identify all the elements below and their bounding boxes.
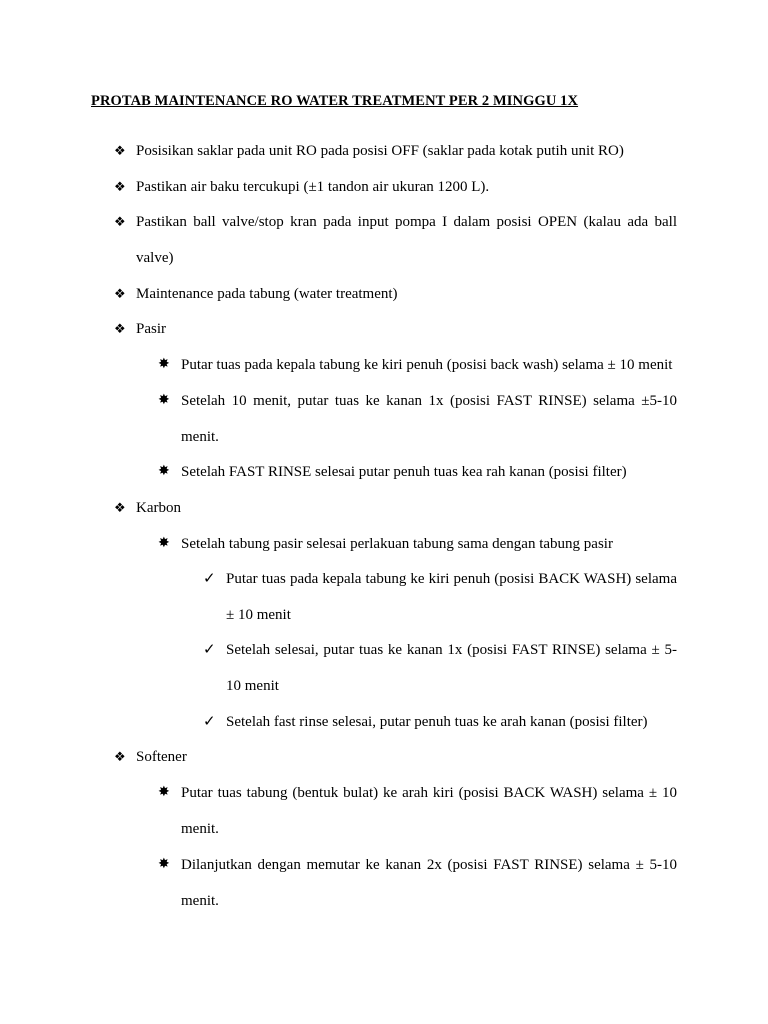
list-item-karbon-back-wash bbox=[203, 561, 677, 633]
list-item-text: Putar tuas tabung (bentuk bulat) ke arah kiri (posisi BACK WASH) selama ± 10 menit. bbox=[181, 785, 677, 837]
list-item-text: Setelah 10 menit, putar tuas ke kanan 1x (posisi FAST RINSE) selama ±5-10 menit. bbox=[181, 393, 677, 445]
list-item-posisikan-saklar bbox=[114, 133, 677, 169]
list-item-pasir-filter bbox=[158, 454, 677, 490]
diamond-bullet-icon: ❖ bbox=[114, 286, 126, 301]
check-icon: ✓ bbox=[203, 642, 216, 658]
diamond-bullet-icon: ❖ bbox=[114, 500, 126, 515]
diamond-bullet-icon: ❖ bbox=[114, 143, 126, 158]
list-item-text: Karbon bbox=[136, 500, 181, 516]
star-bullet-icon: ✸ bbox=[158, 785, 170, 800]
section-heading-softener bbox=[114, 739, 677, 775]
list-item-maintenance-tabung bbox=[114, 276, 677, 312]
list-item-softener-fast-rinse bbox=[158, 847, 677, 919]
list-item-text: Maintenance pada tabung (water treatment) bbox=[136, 286, 398, 302]
list-item-karbon-fast-rinse bbox=[203, 632, 677, 704]
list-item-ball-valve bbox=[114, 204, 677, 276]
list-item-pasir-back-wash bbox=[158, 347, 677, 383]
star-bullet-icon: ✸ bbox=[158, 536, 170, 551]
diamond-bullet-icon: ❖ bbox=[114, 214, 126, 229]
list-item-text: Putar tuas pada kepala tabung ke kiri penuh (posisi back wash) selama ± 10 menit bbox=[181, 357, 673, 373]
list-item-text: Softener bbox=[136, 749, 187, 765]
list-item-air-baku bbox=[114, 169, 677, 205]
list-item-text: Setelah FAST RINSE selesai putar penuh tuas kea rah kanan (posisi filter) bbox=[181, 464, 627, 480]
star-bullet-icon: ✸ bbox=[158, 357, 170, 372]
check-icon: ✓ bbox=[203, 571, 216, 587]
list-item-pasir-fast-rinse bbox=[158, 383, 677, 455]
diamond-bullet-icon: ❖ bbox=[114, 179, 126, 194]
list-item-text: Dilanjutkan dengan memutar ke kanan 2x (posisi FAST RINSE) selama ± 5-10 menit. bbox=[181, 857, 677, 909]
list-item-text: Setelah selesai, putar tuas ke kanan 1x (posisi FAST RINSE) selama ± 5-10 menit bbox=[226, 642, 677, 694]
diamond-bullet-icon: ❖ bbox=[114, 321, 126, 336]
document-title: PROTAB MAINTENANCE RO WATER TREATMENT PER 2 MINGGU 1X bbox=[91, 93, 579, 109]
list-item-softener-back-wash bbox=[158, 775, 677, 847]
list-item-text: Putar tuas pada kepala tabung ke kiri penuh (posisi BACK WASH) selama ± 10 menit bbox=[226, 571, 677, 623]
list-item-text: Pastikan air baku tercukupi (±1 tandon air ukuran 1200 L). bbox=[136, 179, 490, 195]
section-heading-pasir bbox=[114, 311, 677, 347]
list-item-text: Pastikan ball valve/stop kran pada input pompa I dalam posisi OPEN (kalau ada ball valve) bbox=[136, 214, 677, 266]
diamond-bullet-icon: ❖ bbox=[114, 749, 126, 764]
check-icon: ✓ bbox=[203, 714, 216, 730]
list-item-text: Posisikan saklar pada unit RO pada posisi OFF (saklar pada kotak putih unit RO) bbox=[136, 143, 624, 159]
list-item-text: Pasir bbox=[136, 321, 166, 337]
star-bullet-icon: ✸ bbox=[158, 464, 170, 479]
star-bullet-icon: ✸ bbox=[158, 393, 170, 408]
list-item-karbon-filter bbox=[203, 704, 677, 740]
list-item-text: Setelah tabung pasir selesai perlakuan tabung sama dengan tabung pasir bbox=[181, 536, 613, 552]
list-item-text: Setelah fast rinse selesai, putar penuh tuas ke arah kanan (posisi filter) bbox=[226, 714, 648, 730]
star-bullet-icon: ✸ bbox=[158, 857, 170, 872]
section-heading-karbon bbox=[114, 490, 677, 526]
list-item-karbon-sama bbox=[158, 526, 677, 562]
